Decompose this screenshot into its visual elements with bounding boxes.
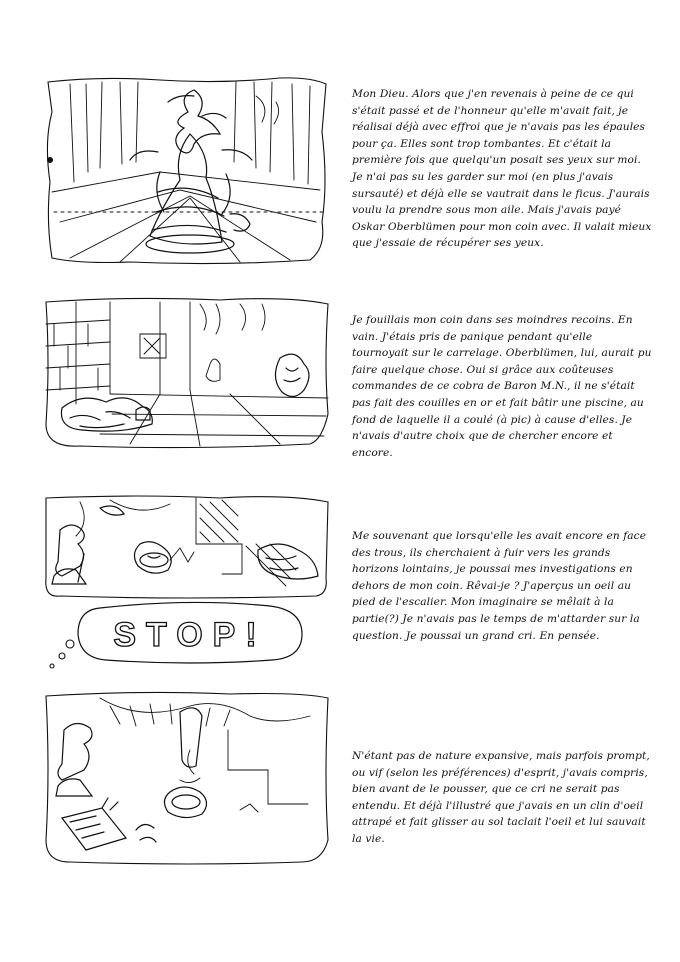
panel-2-illustration [40, 294, 332, 450]
panel-2-caption: Je fouillais mon coin dans ses moindres recoins. En vain. J'étais pris de panique pendant qu'elle tournoyait sur le carrelage. Oberblümen, lui, aurait pu faire quelque chose. Oui si grâce aux coûteuses commandes de ce cobra de Baron M.N., il ne s'était pas fait des couilles en or et fait bâtir une piscine, au fond de laquelle il a coulé (à pic) à cause d'elles. Je n'avais d'autre choix que de chercher encore et encore. [352, 314, 652, 459]
panel-4-illustration [40, 690, 332, 865]
panel-3-caption: Me souvenant que lorsqu'elle les avait encore en face des trous, ils cherchaient à fuir vers les grands horizons lointains, je poussai mes investigations en dehors de mon coin. Rêvai-je ? J'aperçus un oeil au pied de l'escalier. Mon imaginaire se mêlait à la partie(?) Je n'avais pas le temps de m'attarder sur la question. Je poussai un grand cri. En pensée. [352, 530, 647, 642]
stop-shout-lettering: STOP! [113, 616, 267, 654]
panel-4-caption: N'étant pas de nature expansive, mais parfois prompt, ou vif (selon les préférences) d'esprit, j'avais compris, bien avant de le pousser, que ce cri ne serait pas entendu. Et déjà l'illustré que j'avais en un clin d'oeil attrapé et fait glisser au sol taclait l'oeil et lui sauvait la vie. [352, 750, 650, 845]
panel-3-illustration [40, 494, 332, 684]
panel-1-caption: Mon Dieu. Alors que j'en revenais à peine de ce qui s'était passé et de l'honneur qu'elle m'avait fait, je réalisai déjà avec effroi que je n'avais pas les épaules pour ça. Elles sont trop tombantes. Et c'était la première fois que quelqu'un posait ses yeux sur moi. Je n'ai pas su les garder sur moi (en plus j'avais sursauté) et déjà elle se vautrait dans le ficus. J'aurais voulu la prendre sous mon aile. Mais j'avais payé Oskar Oberblümen pour mon coin avec. Il valait mieux que j'essaie de récupérer ses yeux. [352, 88, 652, 250]
panel-1-illustration [40, 72, 332, 268]
